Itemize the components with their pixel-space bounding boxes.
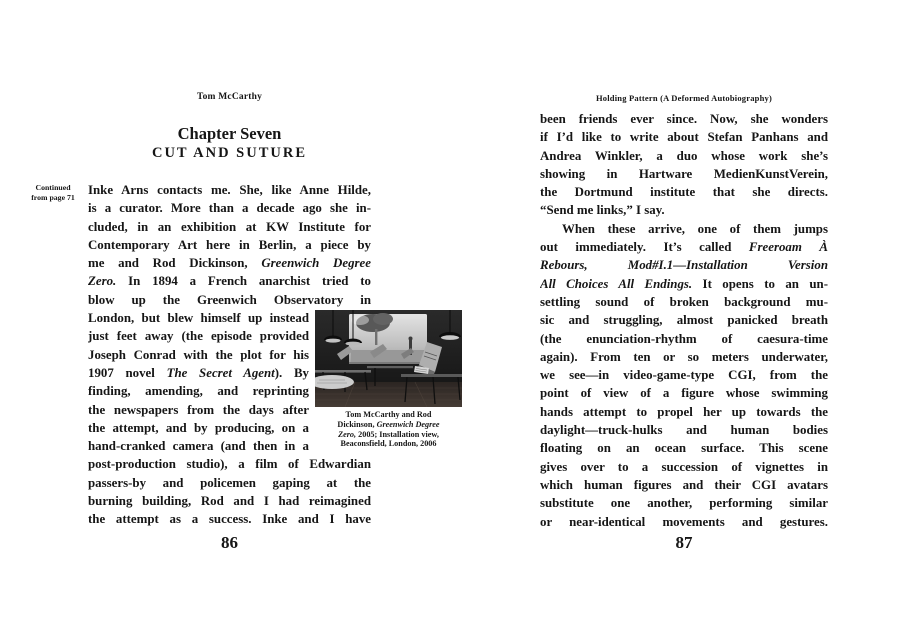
text-line: Zero. In 1894 a French anarchist tried to — [88, 274, 371, 289]
text-line: showing in Hartware MedienKunstVerein, — [540, 166, 828, 181]
text-line: if I’d like to write about Stefan Panhans and — [540, 130, 828, 145]
text-line: Rebours, Mod#I.1—Installation Version — [540, 258, 828, 273]
text-line: just feet away (the episode provided — [88, 329, 309, 344]
text-line: Contemporary Art here in Berlin, a piece by — [88, 237, 371, 252]
installation-photo — [315, 310, 462, 407]
text-line: London, but blew himself up instead — [88, 311, 309, 326]
text-line: Dickinson, Greenwich Degree — [337, 419, 440, 429]
text-line: gives over to a succession of vignettes in — [540, 459, 828, 474]
text-line: daylight—truck-hulks and human bodies — [540, 423, 828, 438]
text-line: “Send me links,” I say. — [540, 203, 665, 218]
text-line: blow up the Greenwich Observatory in — [88, 292, 371, 307]
text-line: the attempt as a success. Inke and I have — [88, 512, 371, 527]
text-line: (the enunciation-rhythm of caesura-time — [540, 331, 828, 346]
page-number-right: 87 — [675, 533, 693, 552]
text-line: finding, amending, and reprinting — [88, 384, 309, 399]
text-line: hand-cranked camera (and then in a — [88, 439, 309, 454]
text-line: sic and struggling, almost panicked breath — [540, 313, 828, 328]
chapter-number: Chapter Seven — [177, 124, 282, 143]
running-header-left: Tom McCarthy — [196, 92, 263, 102]
text-line: again). From ten or so meters underwater, — [540, 349, 828, 364]
text-line: from page 71 — [31, 193, 75, 202]
text-line: point of view of a figure whose swimming — [540, 386, 828, 401]
text-line: floating on an ocean surface. This scene — [540, 441, 828, 456]
chapter-title: CUT AND SUTURE — [151, 145, 308, 161]
body-column-right — [540, 110, 828, 531]
text-line: the newspapers from the days after — [88, 402, 309, 417]
text-line: passers-by and policemen gaping at the — [88, 475, 371, 490]
chapter-heading — [88, 124, 371, 162]
text-line: Continued — [35, 183, 71, 192]
text-line: the Dortmund institute that she directs. — [540, 185, 828, 200]
text-line: me and Rod Dickinson, Greenwich Degree — [88, 256, 371, 271]
text-line: is a curator. More than a decade ago she in- — [88, 201, 371, 216]
text-line: Tom McCarthy and Rod — [345, 410, 432, 419]
text-line: burning building, Rod and I had reimagined — [88, 494, 371, 509]
figure-caption — [322, 410, 455, 449]
text-line: When these arrive, one of them jumps — [562, 221, 828, 236]
page-number-left: 86 — [221, 533, 238, 552]
text-line: Inke Arns contacts me. She, like Anne Hilde, — [88, 183, 371, 197]
margin-note — [14, 183, 92, 203]
installation-photo-graphic — [315, 310, 462, 407]
text-line: settling sound of broken background mu- — [540, 294, 828, 309]
text-line: we see—in video-game-type CGI, from the — [540, 368, 828, 383]
text-line: All Choices All Endings. It opens to an un- — [540, 276, 828, 291]
text-line: 1907 novel The Secret Agent). By — [88, 365, 309, 380]
text-line: out immediately. It’s called Freeroam À — [540, 240, 828, 255]
text-line: which human figures and their CGI avatars — [540, 477, 828, 492]
text-line: Joseph Conrad with the plot for his — [88, 347, 309, 362]
text-line: hands attempt to propel her up towards the — [540, 404, 828, 419]
text-line: substitute one another, performing similar — [540, 496, 828, 511]
text-line: cluded, in an exhibition at KW Institute for — [88, 219, 371, 234]
text-line: Zero, 2005; Installation view, — [338, 429, 439, 439]
text-line: Beaconsfield, London, 2006 — [340, 439, 437, 449]
text-line: the attempt, and by producing, on a — [88, 420, 309, 435]
text-line: been friends ever since. Now, she wonders — [540, 112, 828, 126]
running-header-right: Holding Pattern (A Deformed Autobiography) — [595, 93, 773, 103]
text-line: Andrea Winkler, a duo whose work she’s — [540, 148, 828, 163]
text-line: post-production studio), a film of Edwardian — [88, 457, 371, 472]
text-line: or near-identical movements and gestures. — [540, 514, 828, 529]
